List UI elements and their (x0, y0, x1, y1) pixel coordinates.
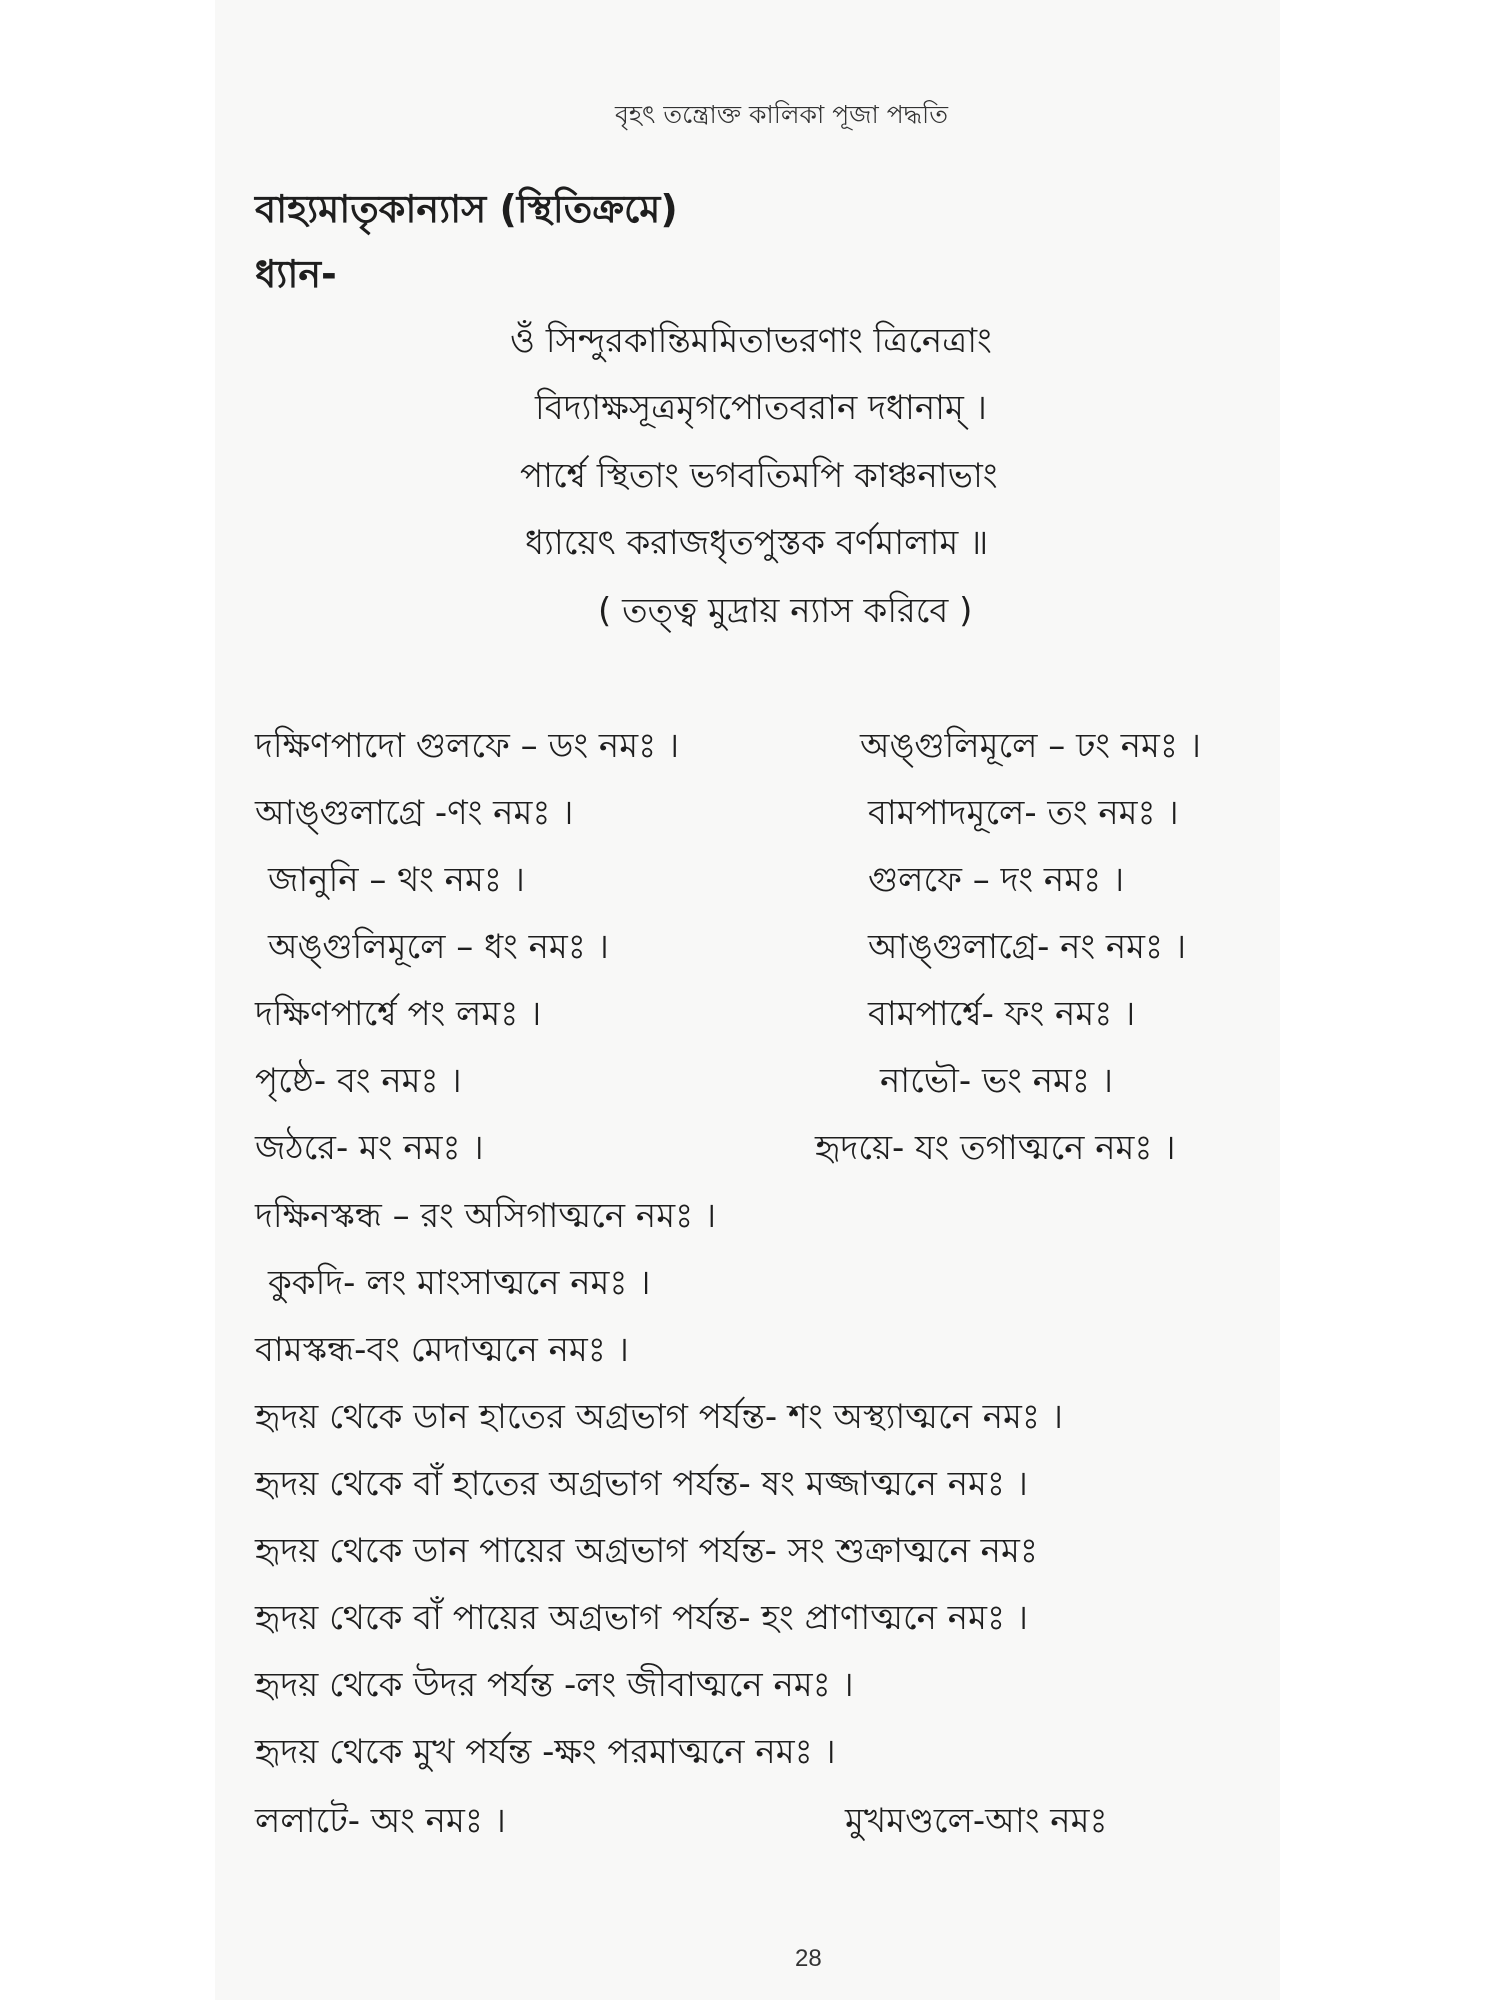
page-number: 28 (795, 1945, 822, 1972)
dhyan-subheading: ধ্যান- (255, 252, 337, 296)
running-head: বৃহৎ তন্ত্রোক্ত কালিকা পূজা পদ্ধতি (615, 100, 948, 129)
nyas-left-5: দক্ষিণপার্শ্বে পং লমঃ । (255, 994, 542, 1034)
nyas-last-left: ললাটে- অং নমঃ । (255, 1801, 506, 1841)
nyas-line-11: হৃদয় থেকে ডান হাতের অগ্রভাগ পর্যন্ত- শং অস্থ্যাত্মনে নমঃ । (255, 1397, 1063, 1437)
verse-line-1: ওঁ সিন্দুরকান্তিমমিতাভরণাং ত্রিনেত্রাং (510, 321, 992, 361)
nyas-right-4: আঙ্গুলাগ্রে- নং নমঃ । (868, 927, 1187, 967)
verse-line-4: ধ্যায়েৎ করাজধৃতপুস্তক বর্ণমালাম ॥ (525, 523, 989, 563)
nyas-left-3: জানুনি – থং নমঃ । (268, 860, 525, 900)
nyas-left-7: জঠরে- মং নমঃ । (255, 1128, 484, 1168)
nyas-left-4: অঙ্গুলিমূলে – ধং নমঃ । (268, 927, 609, 967)
nyas-line-14: হৃদয় থেকে বাঁ পায়ের অগ্রভাগ পর্যন্ত- হং প্রাণাত্মনে নমঃ । (255, 1598, 1029, 1638)
nyas-left-1: দক্ষিণপাদো গুলফে – ডং নমঃ । (255, 726, 680, 766)
nyas-right-6: নাভৌ- ভং নমঃ । (880, 1061, 1113, 1101)
nyas-line-16: হৃদয় থেকে মুখ পর্যন্ত -ক্ষং পরমাত্মনে নমঃ । (255, 1732, 836, 1772)
nyas-right-5: বামপার্শ্বে- ফং নমঃ । (868, 994, 1136, 1034)
nyas-line-15: হৃদয় থেকে উদর পর্যন্ত -লং জীবাত্মনে নমঃ । (255, 1665, 854, 1705)
nyas-right-7: হৃদয়ে- যং তগাত্মনে নমঃ । (815, 1128, 1176, 1168)
nyas-line-13: হৃদয় থেকে ডান পায়ের অগ্রভাগ পর্যন্ত- সং শুক্রাত্মনে নমঃ (255, 1531, 1038, 1571)
nyas-left-6: পৃষ্ঠে- বং নমঃ । (255, 1061, 462, 1101)
nyas-line-12: হৃদয় থেকে বাঁ হাতের অগ্রভাগ পর্যন্ত- ষং মজ্জাত্মনে নমঃ । (255, 1464, 1028, 1504)
nyas-right-1: অঙ্গুলিমূলে – ঢং নমঃ । (860, 726, 1202, 766)
nyas-right-2: বামপাদমূলে- তং নমঃ । (868, 793, 1179, 833)
nyas-left-2: আঙ্গুলাগ্রে -ণং নমঃ । (255, 793, 574, 833)
section-heading: বাহ্যমাতৃকান্যাস (স্থিতিক্রমে) (255, 187, 678, 231)
verse-line-3: পার্শ্বে স্থিতাং ভগবতিমপি কাঞ্চনাভাং (520, 456, 998, 496)
nyas-line-10: বামস্কন্ধ-বং মেদাত্মনে নমঃ । (255, 1330, 629, 1370)
nyas-last-right: মুখমণ্ডলে-আং নমঃ (845, 1801, 1108, 1841)
instruction-line: ( তত্ত্ব মুদ্রায় ন্যাস করিবে ) (598, 591, 973, 631)
nyas-line-8: দক্ষিনস্কন্ধ – রং অসিগাত্মনে নমঃ । (255, 1196, 717, 1236)
nyas-right-3: গুলফে – দং নমঃ । (868, 860, 1125, 900)
nyas-line-9: কুকদি- লং মাংসাত্মনে নমঃ । (268, 1263, 651, 1303)
verse-line-2: বিদ্যাক্ষসূত্রমৃগপোতবরান দধানাম্ । (535, 388, 987, 428)
